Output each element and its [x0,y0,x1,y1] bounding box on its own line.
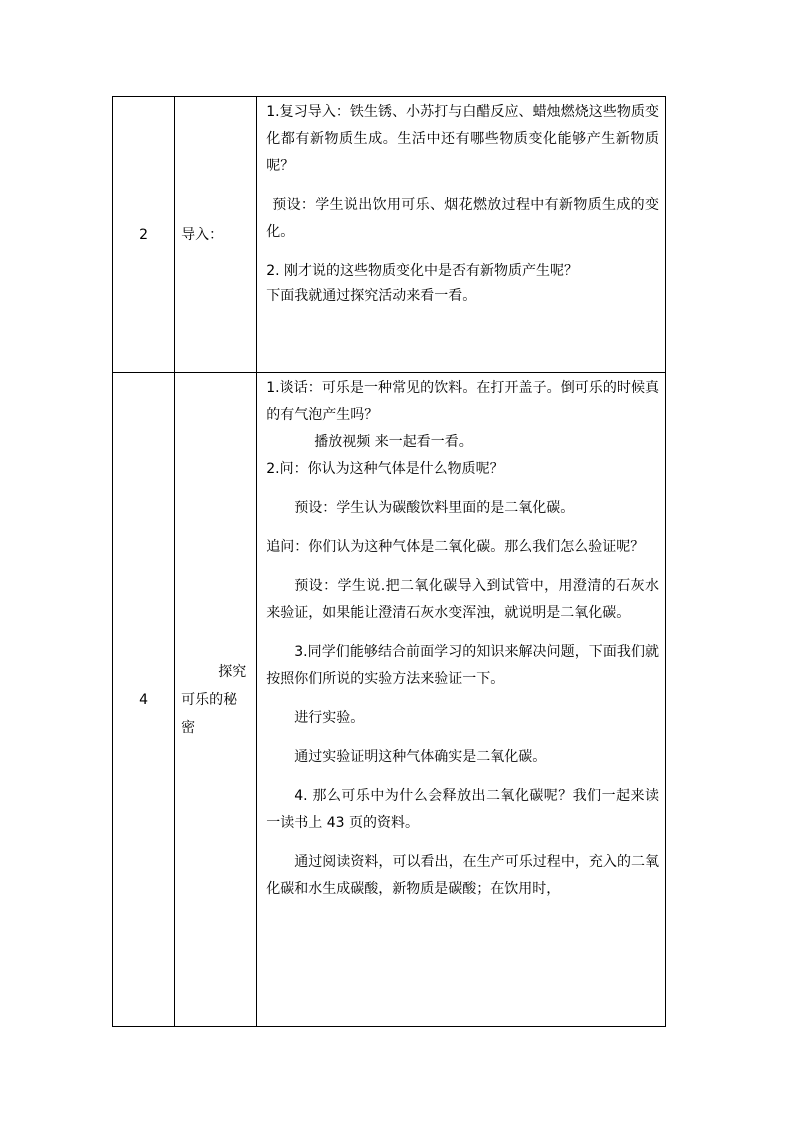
paragraph: 预设：学生认为碳酸饮料里面的是二氧化碳。 [294,500,575,516]
stage-label-line: 探究 [218,663,247,680]
lesson-plan-table [112,96,666,1027]
activity-content-cell [257,373,666,1027]
paragraph: 4. 那么可乐中为什么会释放出二氧化碳呢？我们一起来读一读书上 43 页的资料。 [266,788,659,831]
table-row [113,373,666,1027]
stage-label: 导入： [181,226,224,243]
step-number-cell: 4 [113,373,175,1027]
paragraph: 1.复习导入：铁生锈、小苏打与白醋反应、蜡烛燃烧这些物质变化都有新物质生成。生活中还有哪些物质变化能够产生新物质呢？ [266,104,659,174]
step-number-cell: 2 [113,97,175,373]
table-row [113,97,666,373]
paragraph: 预设：学生说出饮用可乐、烟花燃放过程中有新物质生成的变化。 [266,197,659,240]
paragraph: 播放视频 来一起看一看。 [314,434,473,450]
paragraph: 1.谈话：可乐是一种常见的饮料。在打开盖子。倒可乐的时候真的有气泡产生吗？ [266,380,659,423]
paragraph: 进行实验。 [294,710,365,726]
stage-name-cell [175,97,257,373]
paragraph: 2.问：你认为这种气体是什么物质呢？ [266,461,504,477]
activity-content-cell [257,97,666,373]
paragraph: 通过阅读资料，可以看出，在生产可乐过程中，充入的二氧化碳和水生成碳酸，新物质是碳酸；在饮用时， [266,854,659,897]
stage-name-cell [175,373,257,1027]
stage-label-line: 可乐的秘 [181,691,238,708]
paragraph: 预设：学生说.把二氧化碳导入到试管中，用澄清的石灰水来验证，如果能让澄清石灰水变浑浊，就说明是二氧化碳。 [266,578,659,621]
paragraph: 通过实验证明这种气体确实是二氧化碳。 [294,749,547,765]
stage-label-line: 密 [181,719,196,736]
paragraph: 3.同学们能够结合前面学习的知识来解决问题，下面我们就按照你们所说的实验方法来验证一下。 [266,644,659,687]
paragraph: 2. 刚才说的这些物质变化中是否有新物质产生呢？ [266,263,579,279]
paragraph: 下面我就通过探究活动来看一看。 [266,288,477,304]
paragraph: 追问：你们认为这种气体是二氧化碳。那么我们怎么验证呢？ [266,539,645,555]
